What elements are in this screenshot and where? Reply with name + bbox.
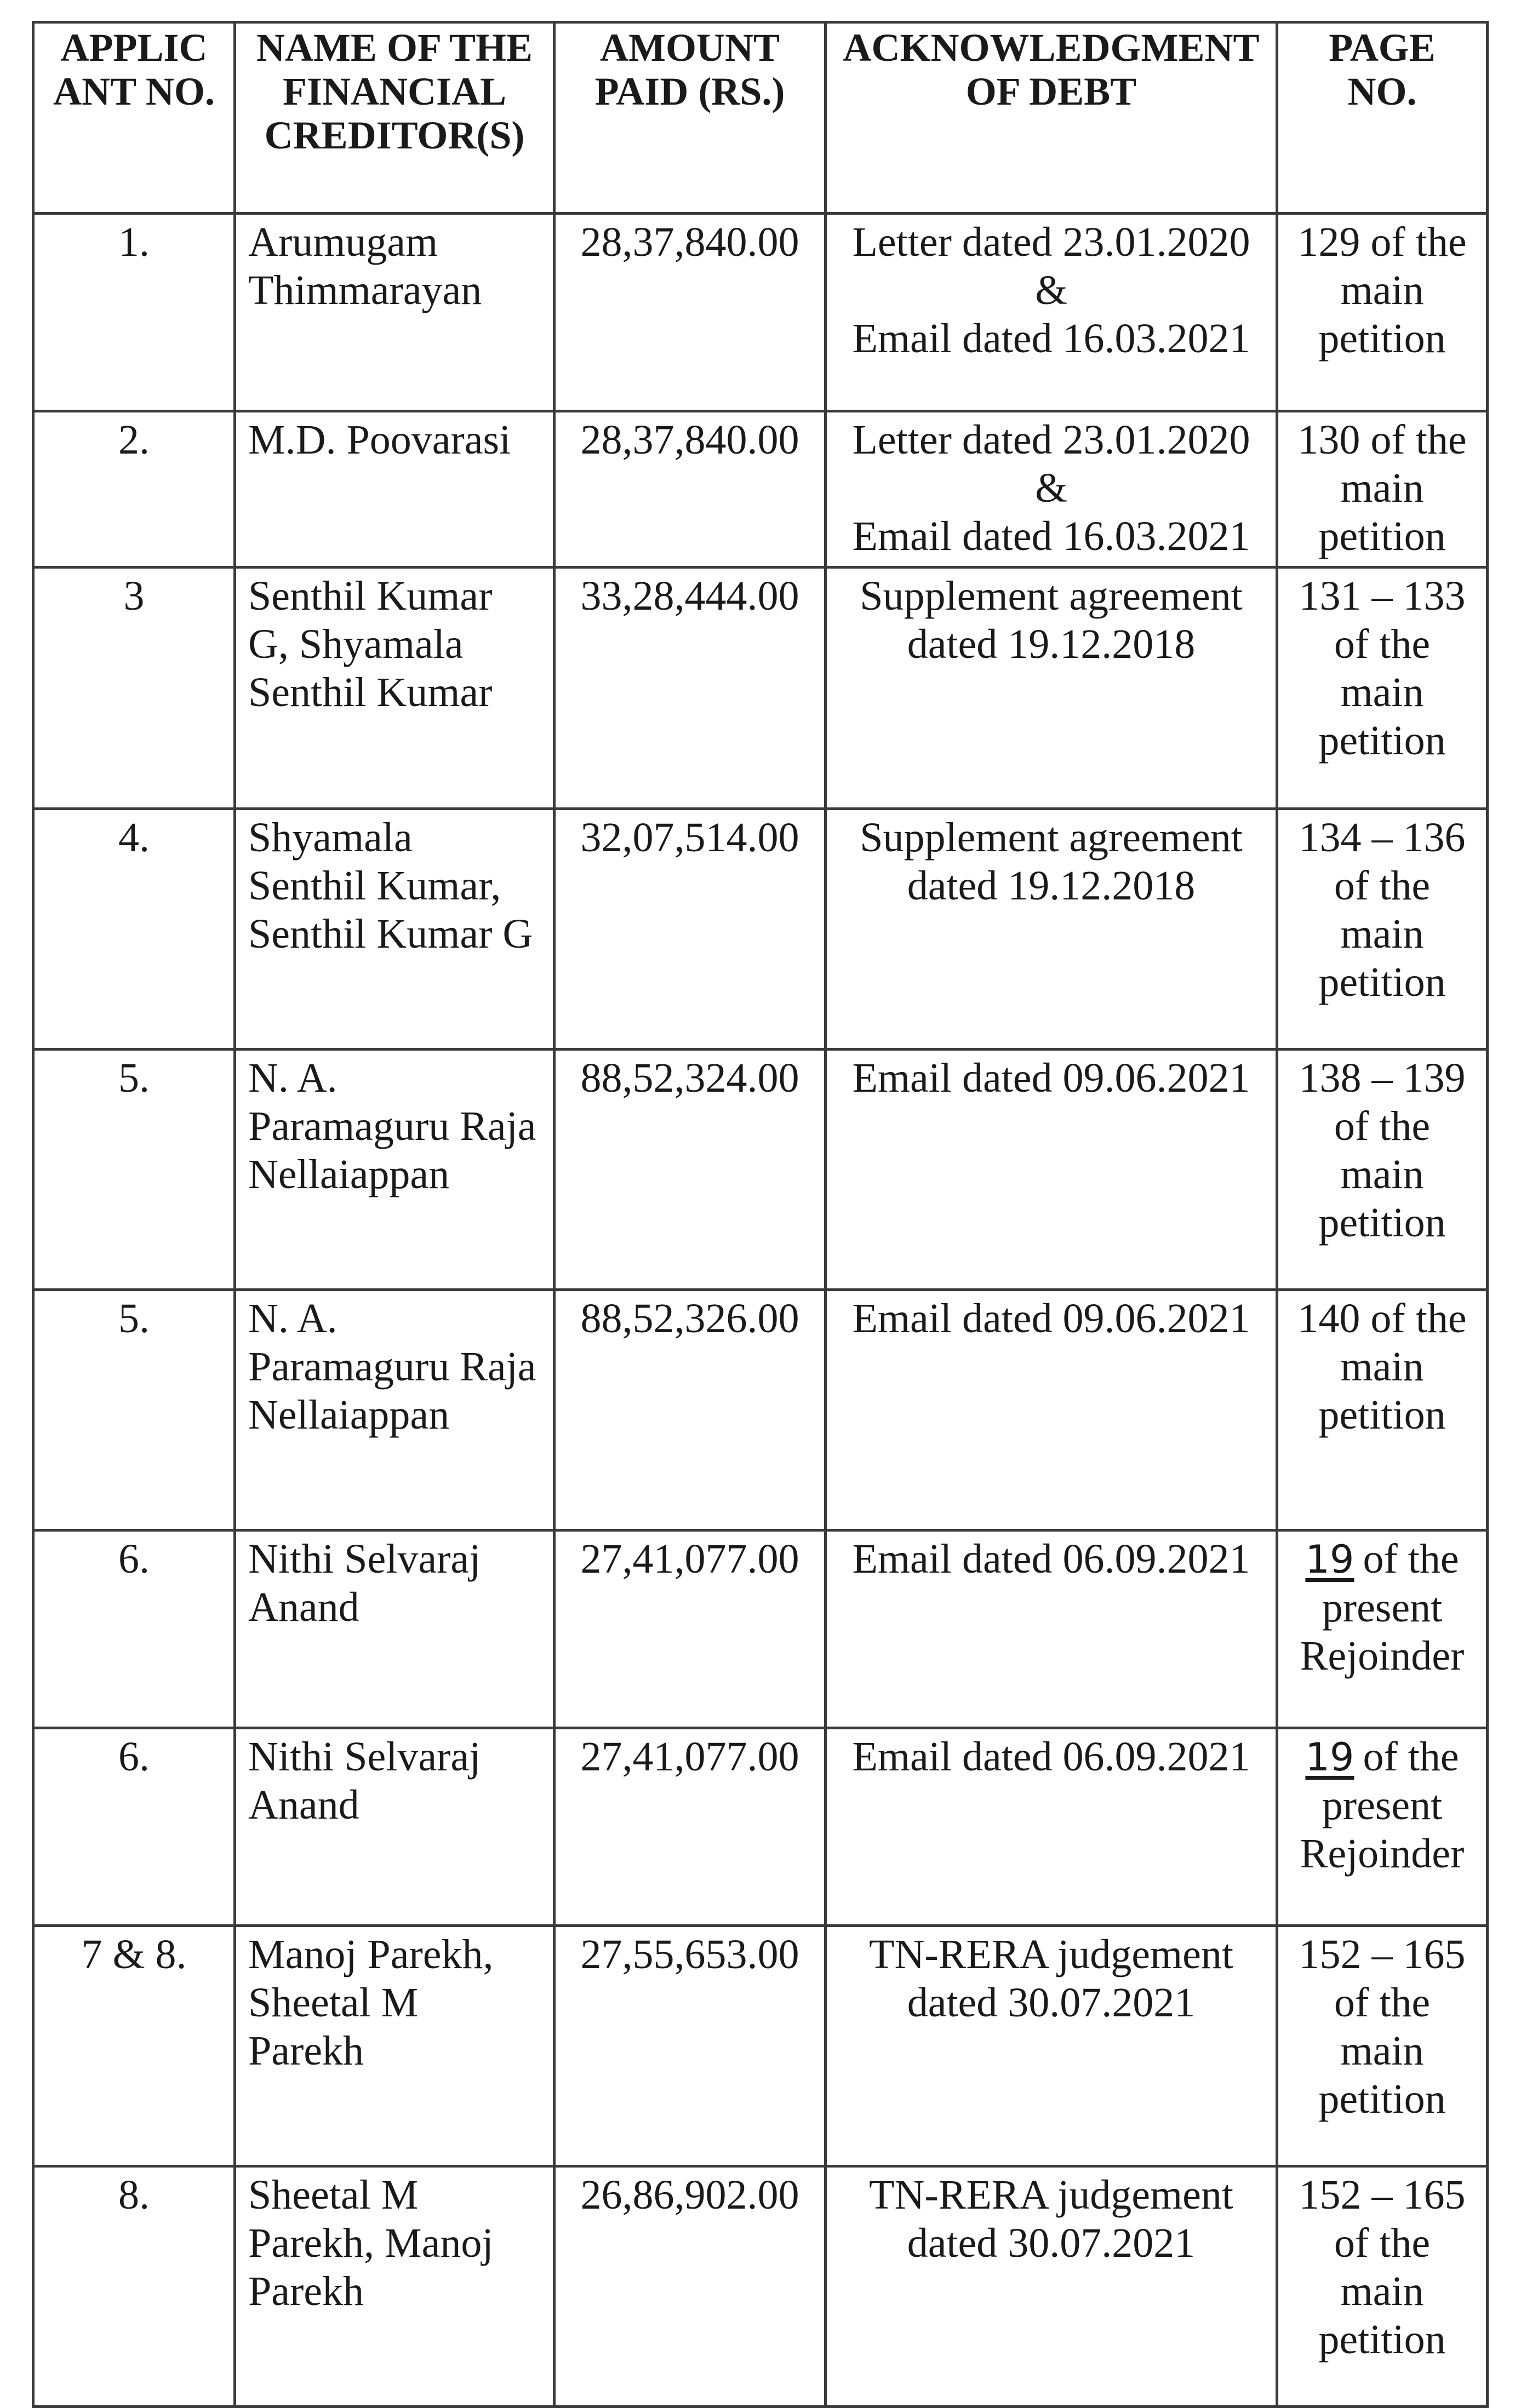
acknowledgment-cell: Email dated 06.09.2021 [826,1530,1277,1728]
creditor-name-cell: N. A. Paramaguru Raja Nellaiappan [235,1050,554,1290]
page-no-cell [1277,1290,1488,1530]
acknowledgment-cell: TN-RERA judgement dated 30.07.2021 [826,2166,1277,2407]
applicant-no-cell: 2. [33,411,235,567]
applicant-no-cell: 4. [33,809,235,1050]
creditors-table [32,21,1489,2408]
acknowledgment-cell: Letter dated 23.01.2020 & Email dated 16.03.2021 [826,214,1277,411]
acknowledgment-cell: Letter dated 23.01.2020 & Email dated 16.03.2021 [826,411,1277,567]
table-row [33,809,1488,1050]
amount-cell: 27,41,077.00 [554,1530,826,1728]
applicant-no-cell: 1. [33,214,235,411]
amount-cell: 88,52,324.00 [554,1050,826,1290]
page-text: of the present Rejoinder [1300,1734,1465,1877]
page-no-cell [1277,1530,1488,1728]
header-creditor-name: NAME OF THE FINANCIAL CREDITOR(S) [235,22,554,214]
page-no-cell [1277,2166,1488,2407]
amount-cell: 27,55,653.00 [554,1926,826,2166]
acknowledgment-cell: Supplement agreement dated 19.12.2018 [826,567,1277,809]
page-no-cell [1277,809,1488,1050]
creditor-name-cell: Sheetal M Parekh, Manoj Parekh [235,2166,554,2407]
table-row [33,1530,1488,1728]
creditor-name-cell: M.D. Poovarasi [235,411,554,567]
table-row [33,1926,1488,2166]
applicant-no-cell: 5. [33,1050,235,1290]
table-row [33,1290,1488,1530]
handwritten-page-number: 19 [1305,1537,1354,1582]
table-row [33,1050,1488,1290]
amount-cell: 28,37,840.00 [554,411,826,567]
header-row [33,22,1488,214]
applicant-no-cell: 5. [33,1290,235,1530]
page-no-cell [1277,1926,1488,2166]
amount-cell: 32,07,514.00 [554,809,826,1050]
page-text: 138 – 139 of the main petition [1299,1055,1466,1246]
applicant-no-cell: 3 [33,567,235,809]
creditor-name-cell: Senthil Kumar G, Shyamala Senthil Kumar [235,567,554,809]
page-no-cell [1277,1728,1488,1926]
creditor-name-cell: Nithi Selvaraj Anand [235,1728,554,1926]
applicant-no-cell: 8. [33,2166,235,2407]
page-no-cell [1277,214,1488,411]
applicant-no-cell: 7 & 8. [33,1926,235,2166]
creditor-name-cell: N. A. Paramaguru Raja Nellaiappan [235,1290,554,1530]
table-row [33,567,1488,809]
page-text: 152 – 165 of the main petition [1299,2172,1466,2363]
page-text: 130 of the main petition [1297,417,1467,559]
amount-cell: 26,86,902.00 [554,2166,826,2407]
table-row [33,411,1488,567]
header-page-no: PAGE NO. [1277,22,1488,214]
creditor-name-cell: Arumugam Thimmarayan [235,214,554,411]
handwritten-page-number: 19 [1305,1735,1354,1780]
page-text: 129 of the main petition [1297,219,1467,362]
page-text: 152 – 165 of the main petition [1299,1931,1466,2122]
page-no-cell [1277,411,1488,567]
table-row [33,214,1488,411]
page-no-cell [1277,567,1488,809]
table-row [33,2166,1488,2407]
header-amount-paid: AMOUNT PAID (RS.) [554,22,826,214]
amount-cell: 27,41,077.00 [554,1728,826,1926]
amount-cell: 33,28,444.00 [554,567,826,809]
creditor-name-cell: Nithi Selvaraj Anand [235,1530,554,1728]
creditor-name-cell: Shyamala Senthil Kumar, Senthil Kumar G [235,809,554,1050]
acknowledgment-cell: Email dated 09.06.2021 [826,1290,1277,1530]
page-text: of the present Rejoinder [1300,1536,1465,1679]
creditor-name-cell: Manoj Parekh, Sheetal M Parekh [235,1926,554,2166]
page-text: 131 – 133 of the main petition [1299,573,1466,764]
acknowledgment-cell: TN-RERA judgement dated 30.07.2021 [826,1926,1277,2166]
acknowledgment-cell: Email dated 09.06.2021 [826,1050,1277,1290]
amount-cell: 88,52,326.00 [554,1290,826,1530]
applicant-no-cell: 6. [33,1728,235,1926]
applicant-no-cell: 6. [33,1530,235,1728]
header-applicant-no: APPLIC ANT NO. [33,22,235,214]
page-no-cell [1277,1050,1488,1290]
table-row [33,1728,1488,1926]
acknowledgment-cell: Email dated 06.09.2021 [826,1728,1277,1926]
acknowledgment-cell: Supplement agreement dated 19.12.2018 [826,809,1277,1050]
page-text: 134 – 136 of the main petition [1299,815,1466,1005]
amount-cell: 28,37,840.00 [554,214,826,411]
header-acknowledgment: ACKNOWLEDGMENT OF DEBT [826,22,1277,214]
page-text: 140 of the main petition [1297,1295,1467,1438]
